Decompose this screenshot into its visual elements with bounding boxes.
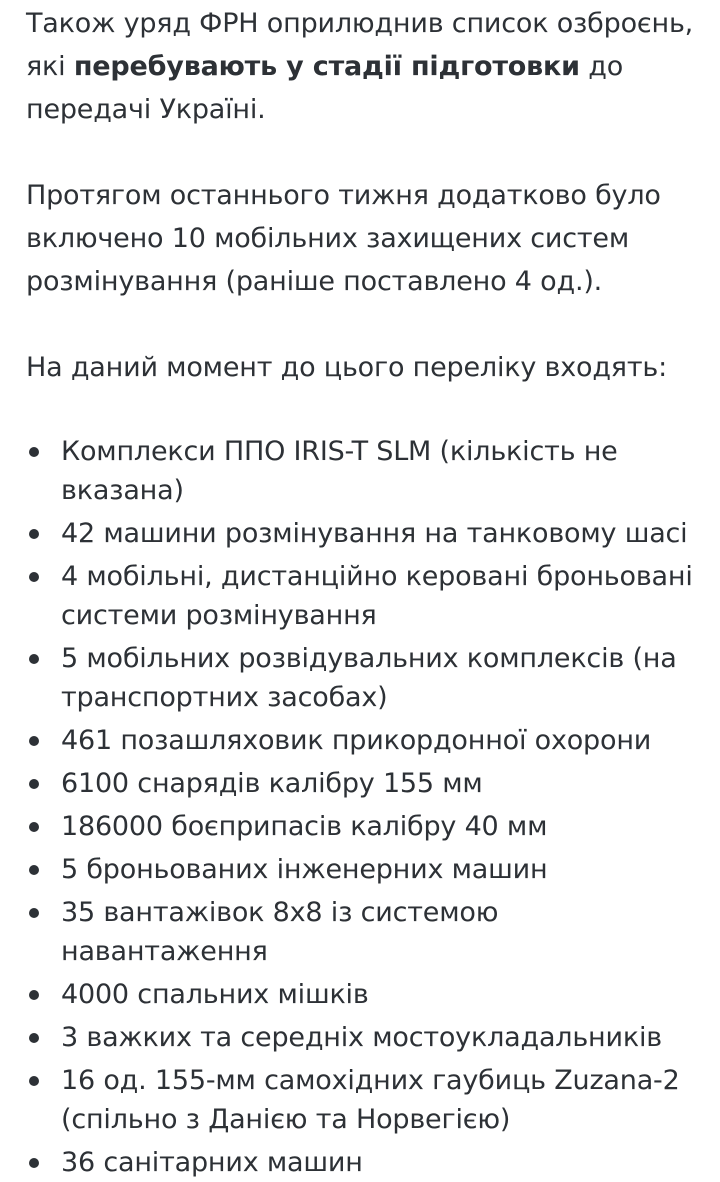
bullet-icon [29, 779, 39, 789]
bullet-icon [29, 1076, 39, 1086]
additional-info-paragraph: Протягом останнього тижня додатково було включено 10 мобільних захищених систем розмінування (раніше поставлено 4 од.). [26, 180, 661, 297]
list-item [26, 639, 694, 717]
list-item-text: 6100 снарядів калібру 155 мм [61, 768, 483, 799]
bullet-icon [29, 990, 39, 1000]
list-item-text: 3 важких та середніх мостоукладальників [61, 1022, 662, 1053]
list-item [26, 764, 694, 803]
list-item [26, 1018, 694, 1057]
list-item-text: 4 мобільні, дистанційно керовані броньовані системи розмінування [61, 561, 693, 631]
list-item-text: 36 санітарних машин [61, 1147, 363, 1178]
intro-text-start: Також уряд ФРН оприлюднив список озброєнь, які [26, 8, 694, 82]
bullet-icon [29, 572, 39, 582]
list-item-text: Комплекси ППО IRIS-T SLM (кількість не вказана) [61, 436, 618, 506]
bullet-icon [29, 908, 39, 918]
intro-text-end: до передачі Україні. [26, 51, 624, 125]
list-item [26, 721, 694, 760]
list-item [26, 850, 694, 889]
list-item-text: 5 броньованих інженерних машин [61, 854, 548, 885]
bullet-icon [29, 865, 39, 875]
list-item [26, 557, 694, 635]
list-item [26, 1061, 694, 1139]
list-intro-paragraph: На даний момент до цього переліку входять: [26, 352, 667, 383]
intro-paragraph [26, 2, 694, 131]
bullet-icon [29, 1033, 39, 1043]
list-item-text: 16 од. 155-мм самохідних гаубиць Zuzana-2 (спільно з Данією та Норвегією) [61, 1065, 680, 1135]
bullet-icon [29, 1158, 39, 1168]
bullet-icon [29, 447, 39, 457]
list-item-text: 5 мобільних розвідувальних комплексів (на транспортних засобах) [61, 643, 677, 713]
list-item-text: 461 позашляховик прикордонної охорони [61, 725, 652, 756]
bullet-icon [29, 736, 39, 746]
intro-bold-text: перебувають у стадії підготовки [73, 51, 580, 82]
weapons-list [26, 432, 694, 1182]
list-item [26, 975, 694, 1014]
bullet-icon [29, 654, 39, 664]
list-item-text: 42 машини розмінування на танковому шасі [61, 518, 688, 549]
bullet-icon [29, 529, 39, 539]
list-item-text: 35 вантажівок 8x8 із системою навантаження [61, 897, 499, 967]
bullet-icon [29, 822, 39, 832]
list-item [26, 807, 694, 846]
list-item [26, 893, 694, 971]
list-item-text: 186000 боєприпасів калібру 40 мм [61, 811, 548, 842]
list-item [26, 432, 694, 510]
list-item [26, 1143, 694, 1182]
list-item [26, 514, 694, 553]
list-item-text: 4000 спальних мішків [61, 979, 369, 1010]
